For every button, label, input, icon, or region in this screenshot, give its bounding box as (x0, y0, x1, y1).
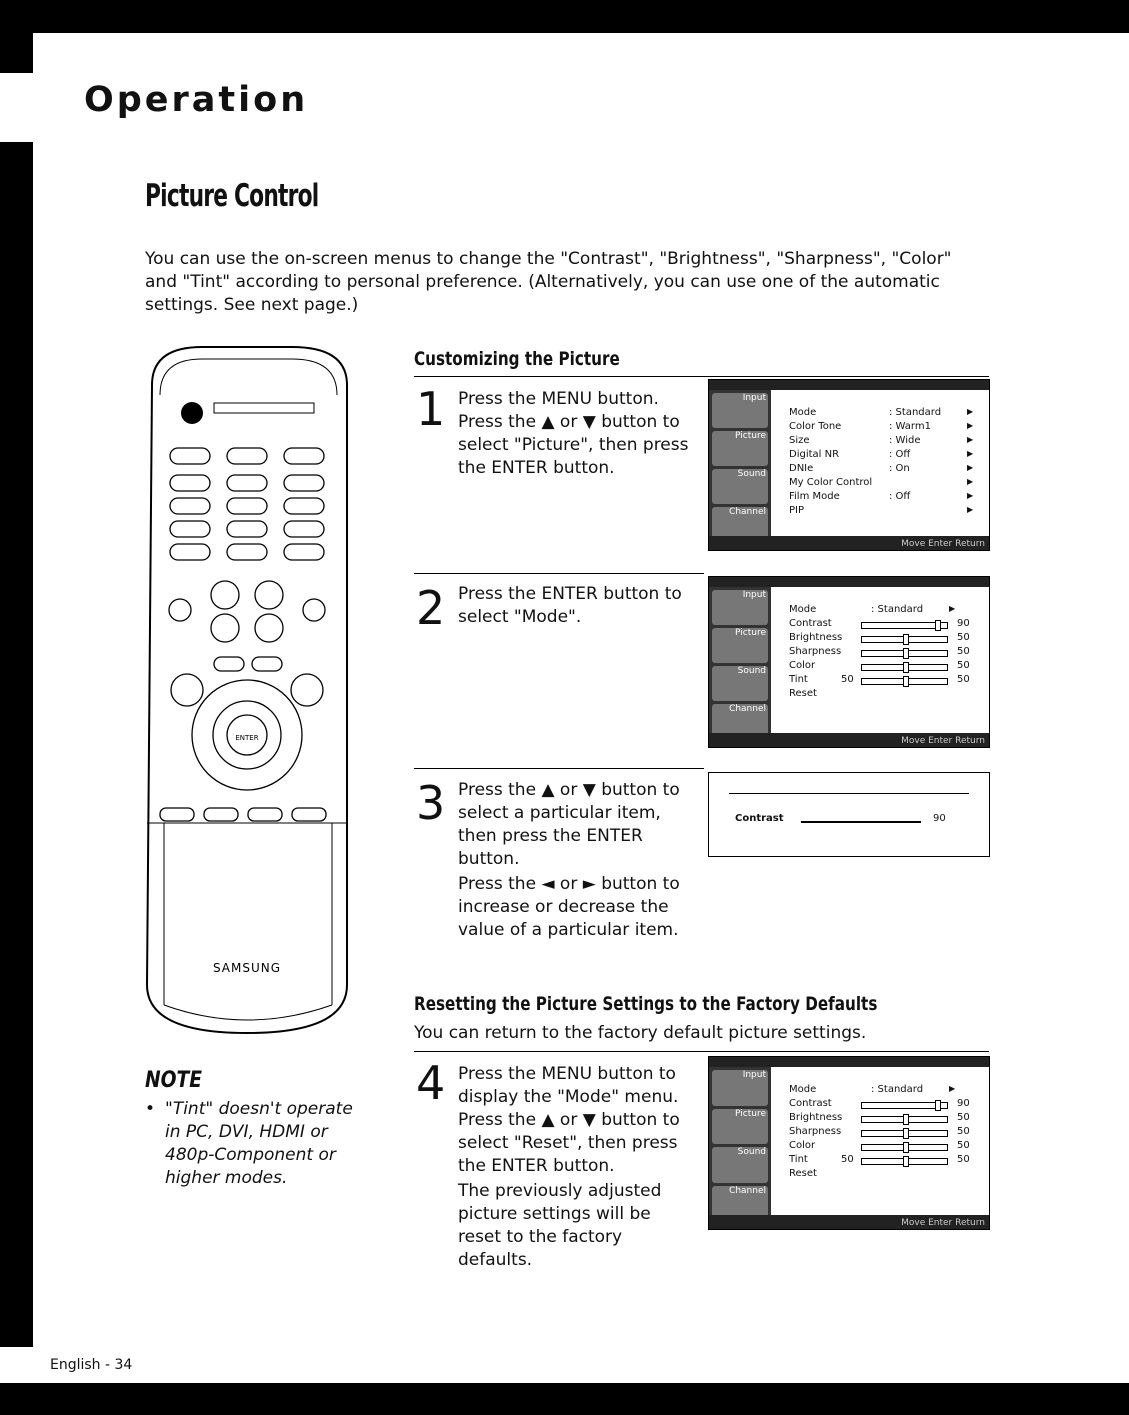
menu-row: Color Tone : Warm1 ▶ (789, 421, 974, 432)
step4-text: Press the MENU button to display the "Mode" menu. Press the ▲ or ▼ button to select "Reset", then press the ENTER button. (458, 1064, 680, 1176)
menu-row: Mode : Standard ▶ (789, 407, 974, 418)
menu-row: DNIe : On ▶ (789, 463, 974, 474)
reset-row: Reset (789, 1168, 817, 1179)
tab-sound: Sound (712, 469, 768, 504)
slider-knob (903, 1114, 909, 1125)
tv-title-bar (709, 380, 989, 390)
tv-tab-column (709, 587, 771, 733)
tab-channel: Channel (712, 1186, 768, 1222)
slider-value: 50 (957, 674, 970, 685)
slider-knob (903, 676, 909, 687)
tv-screen-picture-menu (708, 379, 990, 551)
tab-input: Input (712, 1070, 768, 1106)
slider-label: Brightness (789, 1112, 843, 1123)
menu-row: Size : Wide ▶ (789, 435, 974, 446)
tv-screen-contrast-bar (708, 772, 990, 857)
slider-label: Tint (789, 674, 808, 685)
slider-knob (903, 1156, 909, 1167)
intro-paragraph: You can use the on-screen menus to change the "Contrast", "Brightness", "Sharpness", "Color" and "Tint" according to personal preference. (Alternatively, you can use one of the automatic settings. See next page.) (145, 249, 952, 315)
slider-knob (903, 634, 909, 645)
slider-value: 90 (957, 1098, 970, 1109)
step4-number: 4 (416, 1056, 446, 1110)
svg-text:SAMSUNG: SAMSUNG (212, 961, 282, 975)
slider-knob (903, 1128, 909, 1139)
slider-row-sharpness (789, 1126, 970, 1137)
tint-prefix-value: 50 (841, 674, 854, 685)
svg-text:ENTER: ENTER (235, 734, 259, 742)
menu-row: Digital NR : Off ▶ (789, 449, 974, 460)
slider-value: 90 (957, 618, 970, 629)
customizing-heading: Customizing the Picture (414, 348, 620, 370)
top-black-bar (0, 0, 1129, 33)
slider-row-brightness (789, 1112, 970, 1123)
tv-title-bar (709, 577, 989, 587)
mode-row: Mode : Standard ▶ (789, 604, 956, 615)
customizing-rule (414, 376, 989, 377)
remote-icon (142, 345, 352, 1035)
tab-sound: Sound (712, 1147, 768, 1183)
tab-picture: Picture (712, 628, 768, 663)
slider-track (861, 636, 948, 643)
slider-row-tint (789, 674, 970, 685)
section-title: Operation (84, 80, 309, 120)
resetting-subtitle: You can return to the factory default picture settings. (414, 1023, 867, 1043)
slider-knob (903, 662, 909, 673)
slider-label: Sharpness (789, 646, 842, 657)
step1-text: Press the MENU button. Press the ▲ or ▼ button to select "Picture", then press the ENTER button. (458, 389, 689, 478)
step3-text: Press the ▲ or ▼ button to select a particular item, then press the ENTER button. (458, 780, 680, 869)
slider-row-brightness (789, 632, 970, 643)
left-black-tab (0, 0, 33, 73)
slider-value: 50 (957, 1154, 970, 1165)
note-heading: NOTE (145, 1068, 203, 1093)
menu-row: My Color Control ▶ (789, 477, 974, 488)
slider-value: 50 (957, 632, 970, 643)
slider-track (861, 622, 948, 629)
tv-screen-reset-menu (708, 1056, 990, 1230)
tint-prefix-value: 50 (841, 1154, 854, 1165)
slider-track (861, 1116, 948, 1123)
tab-picture: Picture (712, 431, 768, 466)
slider-label: Tint (789, 1154, 808, 1165)
tab-sound: Sound (712, 666, 768, 701)
slider-track (861, 1158, 948, 1165)
reset-row: Reset (789, 688, 817, 699)
tv-tab-column (709, 390, 771, 536)
slider-value: 50 (957, 1126, 970, 1137)
slider-label: Color (789, 660, 816, 671)
resetting-rule (414, 1051, 989, 1052)
slider-label: Brightness (789, 632, 843, 643)
note-bullet: • (145, 1099, 156, 1119)
note-text (145, 1098, 365, 1190)
tv-footer-bar (709, 733, 989, 747)
slider-knob (935, 620, 941, 631)
step1-number: 1 (416, 382, 446, 436)
slider-value: 50 (957, 646, 970, 657)
mode-row: Mode : Standard ▶ (789, 1084, 956, 1095)
page-number: English - 34 (50, 1357, 133, 1373)
slider-track (861, 650, 948, 657)
step3-number: 3 (416, 776, 446, 830)
step4-text2: The previously adjusted picture settings will be reset to the factory defaults. (458, 1181, 662, 1270)
page-title: Picture Control (145, 178, 319, 214)
slider-knob (903, 1142, 909, 1153)
tab-input: Input (712, 590, 768, 625)
tab-input: Input (712, 393, 768, 428)
slider-track (861, 1130, 948, 1137)
tv-title-bar (709, 1057, 989, 1067)
slider-knob (935, 1100, 941, 1111)
step2-number: 2 (416, 581, 446, 635)
slider-label: Color (789, 1140, 816, 1151)
slider-value: 50 (957, 1140, 970, 1151)
tv-footer-hint: Move Enter Return (901, 1218, 985, 1228)
tv-screen-mode-menu (708, 576, 990, 748)
remote-control-illustration (142, 345, 352, 1035)
note-body: "Tint" doesn't operate in PC, DVI, HDMI or 480p-Component or higher modes. (165, 1099, 353, 1188)
tv-tab-column (709, 1067, 771, 1215)
slider-row-tint (789, 1154, 970, 1165)
slider-label: Contrast (789, 1098, 832, 1109)
slider-track (861, 664, 948, 671)
step3-text2: Press the ◄ or ► button to increase or decrease the value of a particular item. (458, 874, 680, 940)
slider-knob (903, 648, 909, 659)
slider-label: Contrast (789, 618, 832, 629)
tv-footer-hint: Move Enter Return (901, 736, 985, 746)
step3-rule (414, 768, 704, 769)
contrast-bar (801, 821, 921, 823)
menu-row: PIP ▶ (789, 505, 974, 516)
slider-row-color (789, 1140, 970, 1151)
slider-row-contrast (789, 1098, 970, 1109)
slider-row-color (789, 660, 970, 671)
step2-text: Press the ENTER button to select "Mode". (458, 584, 682, 627)
tv-footer-hint: Move Enter Return (901, 539, 985, 549)
slider-label: Sharpness (789, 1126, 842, 1137)
bottom-black-bar (0, 1383, 1129, 1415)
tab-channel: Channel (712, 704, 768, 739)
slider-row-sharpness (789, 646, 970, 657)
tv-footer-bar (709, 1215, 989, 1229)
tab-picture: Picture (712, 1109, 768, 1145)
menu-row: Film Mode : Off ▶ (789, 491, 974, 502)
left-black-bar (0, 142, 33, 1347)
contrast-value: 90 (933, 813, 946, 824)
contrast-label: Contrast (735, 813, 784, 824)
resetting-heading: Resetting the Picture Settings to the Factory Defaults (414, 993, 878, 1015)
step2-rule (414, 573, 704, 574)
tv-footer-bar (709, 536, 989, 550)
slider-value: 50 (957, 660, 970, 671)
slider-row-contrast (789, 618, 970, 629)
slider-value: 50 (957, 1112, 970, 1123)
slider-track (861, 1144, 948, 1151)
tab-channel: Channel (712, 507, 768, 542)
slider-track (861, 678, 948, 685)
slider-track (861, 1102, 948, 1109)
